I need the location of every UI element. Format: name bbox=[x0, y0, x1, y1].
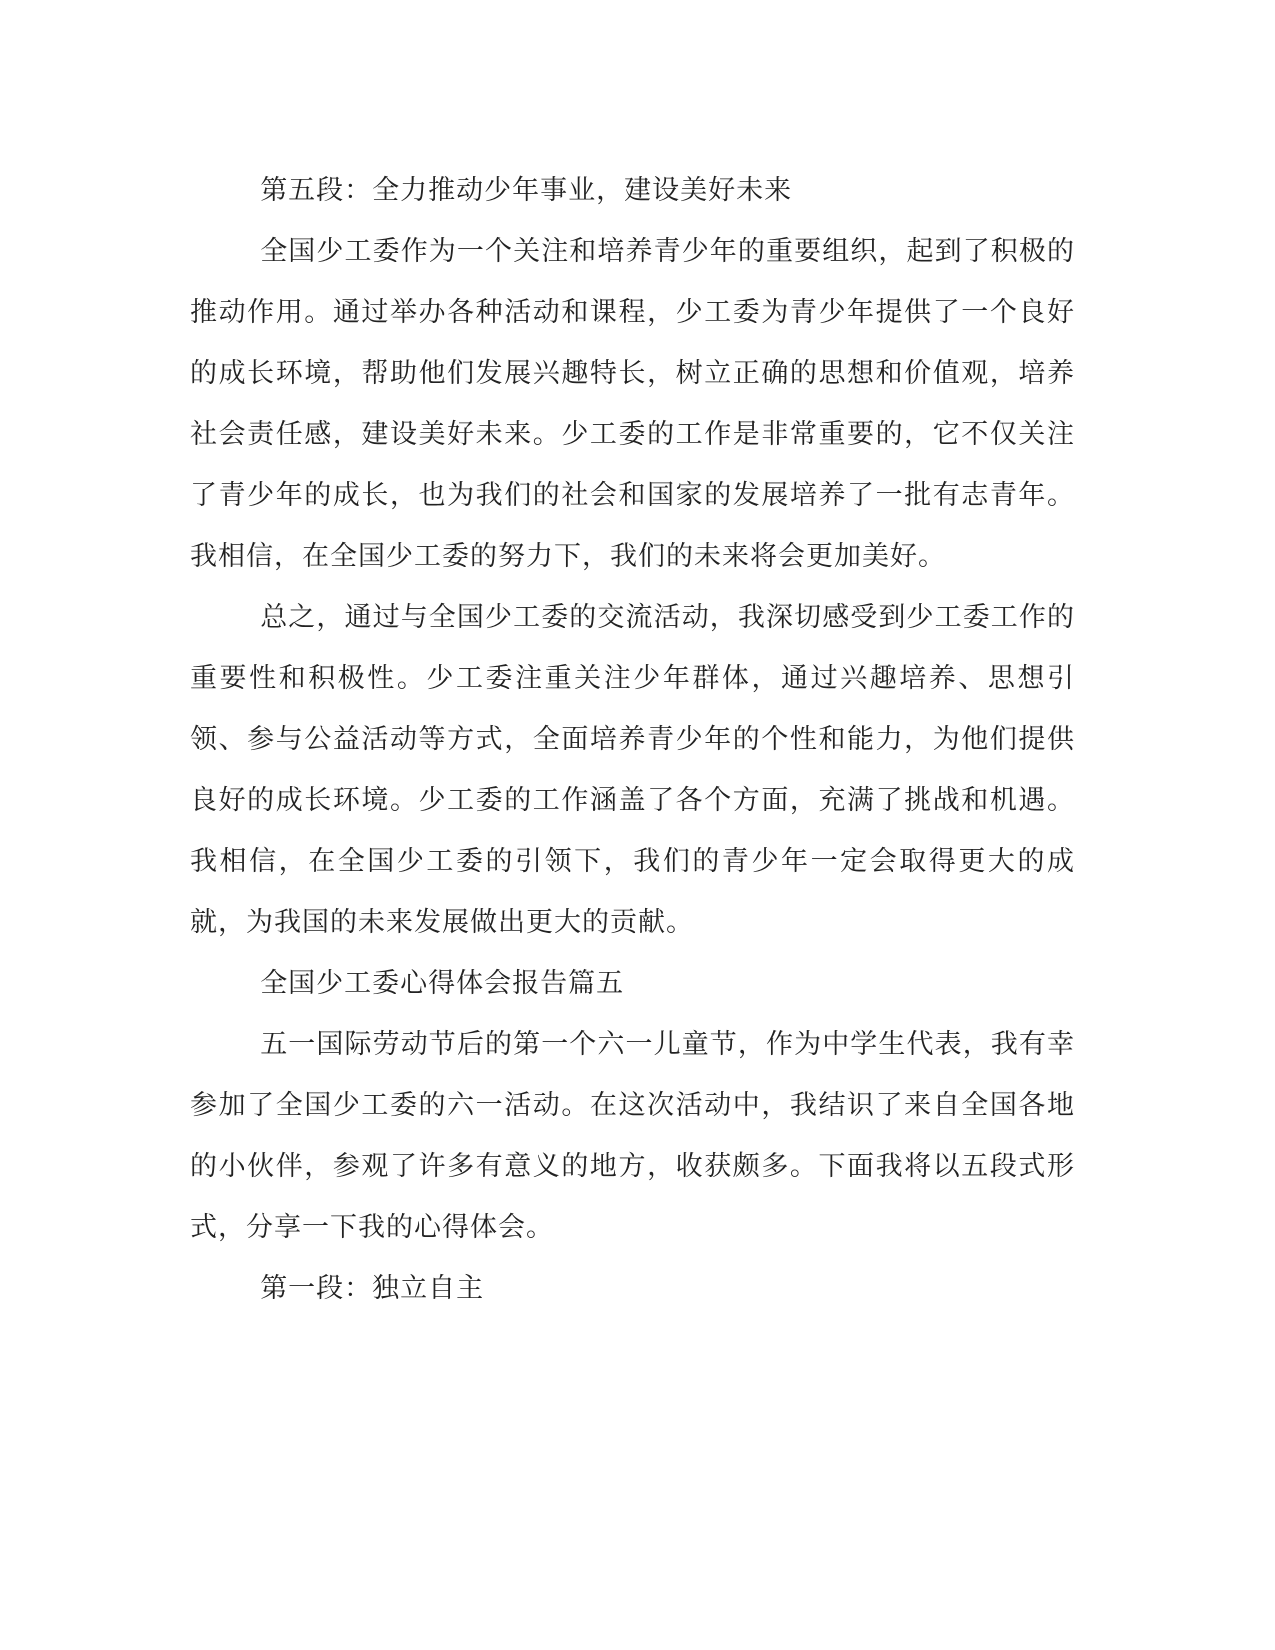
body-paragraph: 总之，通过与全国少工委的交流活动，我深切感受到少工委工作的重要性和积极性。少工委注重关注少年群体，通过兴趣培养、思想引领、参与公益活动等方式，全面培养青少年的个性和能力，为他们提供良好的成长环境。少工委的工作涵盖了各个方面，充满了挑战和机遇。我相信，在全国少工委的引领下，我们的青少年一定会取得更大的成就，为我国的未来发展做出更大的贡献。 bbox=[190, 602, 1075, 938]
section-heading-1: 第一段：独立自主 bbox=[260, 1273, 485, 1304]
document-body bbox=[190, 160, 1075, 1319]
body-paragraph: 五一国际劳动节后的第一个六一儿童节，作为中学生代表，我有幸参加了全国少工委的六一活动。在这次活动中，我结识了来自全国各地的小伙伴，参观了许多有意义的地方，收获颇多。下面我将以五段式形式，分享一下我的心得体会。 bbox=[190, 1029, 1075, 1243]
section-heading-5: 第五段：全力推动少年事业，建设美好未来 bbox=[260, 175, 793, 206]
report-title: 全国少工委心得体会报告篇五 bbox=[260, 968, 625, 999]
body-paragraph: 全国少工委作为一个关注和培养青少年的重要组织，起到了积极的推动作用。通过举办各种活动和课程，少工委为青少年提供了一个良好的成长环境，帮助他们发展兴趣特长，树立正确的思想和价值观，培养社会责任感，建设美好未来。少工委的工作是非常重要的，它不仅关注了青少年的成长，也为我们的社会和国家的发展培养了一批有志青年。我相信，在全国少工委的努力下，我们的未来将会更加美好。 bbox=[190, 236, 1075, 572]
